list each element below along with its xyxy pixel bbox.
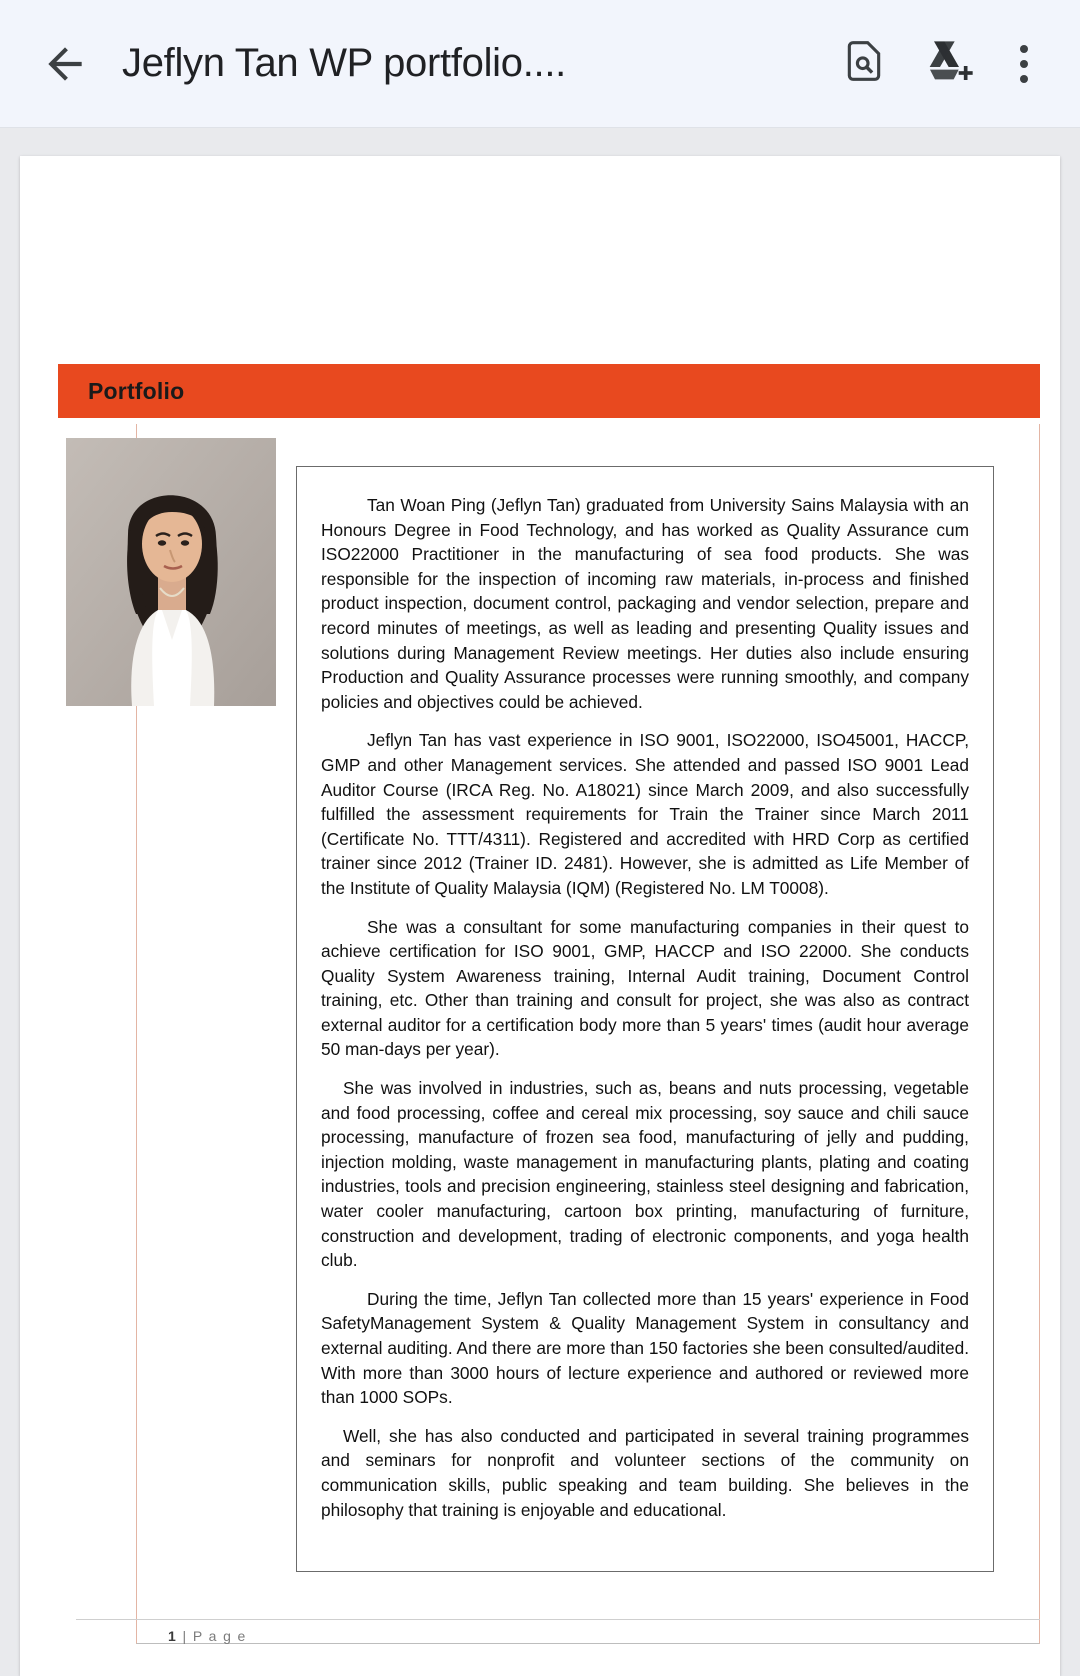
page-footer [168, 1628, 247, 1644]
paragraph-4: She was involved in industries, such as, beans and nuts processing, vegetable and food processing, coffee and cereal mix processing, soy sauce and chili sauce processing, manufacture of frozen sea food, manufacturing of jelly and pudding, injection molding, waste management in manufacturing plants, plating and coating industries, tools and precision engineering, stainless steel designing and fabrication, water cooler manufacturing, cartoon box printing, manufacturing of furniture, construction and development, trading of electronic components, and yoga health club. [321, 1078, 969, 1271]
more-options-icon-dot-2 [1020, 60, 1028, 68]
document-title: Jeflyn Tan WP portfolio.... [122, 41, 566, 85]
portfolio-textbox [296, 466, 994, 1572]
find-in-document-button[interactable] [828, 28, 900, 100]
paragraph-3: She was a consultant for some manufacturing companies in their quest to achieve certification for ISO 9001, GMP, HACCP and ISO 22000. She conducts Quality System Awareness training, Internal Audit training, Document Control training, etc. Other than training and consult for project, she was also as contract external auditor for a certification body more than 5 years' times (audit hour average 50 man-days per year). [321, 916, 969, 1060]
more-options-button[interactable] [996, 28, 1052, 100]
paragraph-6: Well, she has also conducted and participated in several training programmes and seminars for nonprofit and volunteer sections of the community on communication skills, public speaking and team building. She believes in the philosophy that training is enjoyable and educational. [321, 1425, 969, 1520]
footer-divider [76, 1619, 1040, 1620]
more-options-icon-dot-3 [1020, 75, 1028, 83]
paragraph-5: During the time, Jeflyn Tan collected more than 15 years' experience in Food SafetyManagement System & Quality Management System in consultancy and external auditing. And there are more than 150 factories she been consulted/audited. With more than 3000 hours of lecture experience and authored or reviewed more than 1000 SOPs. [321, 1288, 969, 1408]
portfolio-banner [58, 364, 1040, 418]
save-to-drive-button[interactable] [914, 28, 986, 100]
avatar [66, 438, 276, 706]
footer-separator: | [182, 1628, 188, 1644]
document-page [20, 156, 1060, 1676]
document-viewer[interactable] [0, 128, 1080, 1644]
footer-page-number: 1 [168, 1628, 178, 1644]
save-to-drive-icon [925, 37, 975, 90]
paragraph-1: Tan Woan Ping (Jeflyn Tan) graduated from University Sains Malaysia with an Honours Degree in Food Technology, and has worked as Quality Assurance cum ISO22000 Practitioner in the manufacturing of sea food products. She was responsible for the inspection of incoming raw materials, in-process and finished product inspection, document control, packaging and vendor selection, prepare and record minutes of meetings, as well as leading and presenting Quality issues and solutions during Management Review meetings. Her duties also include ensuring Production and Quality Assurance processes were running smoothly, and company policies and objectives could be achieved. [321, 495, 969, 712]
app-bar [0, 0, 1080, 128]
back-arrow-icon [40, 39, 90, 89]
portfolio-banner-label: Portfolio [88, 377, 185, 404]
footer-label: P a g e [192, 1628, 247, 1644]
paragraph-2: Jeflyn Tan has vast experience in ISO 9001, ISO22000, ISO45001, HACCP, GMP and other Management services. She attended and passed ISO 9001 Lead Auditor Course (IRCA Reg. No. A18021) since March 2009, and also successfully fulfilled the assessment requirements for Train the Trainer since March 2011 (Certificate No. TTT/4311). Registered and accredited with HRD Corp as certified trainer since 2012 (Trainer ID. 2481). However, she is admitted as Life Member of the Institute of Quality Malaysia (IQM) (Registered No. LM T0008). [321, 730, 969, 898]
more-options-icon-dot-1 [1020, 45, 1028, 53]
find-in-document-icon [842, 39, 886, 88]
back-button[interactable] [28, 27, 102, 101]
